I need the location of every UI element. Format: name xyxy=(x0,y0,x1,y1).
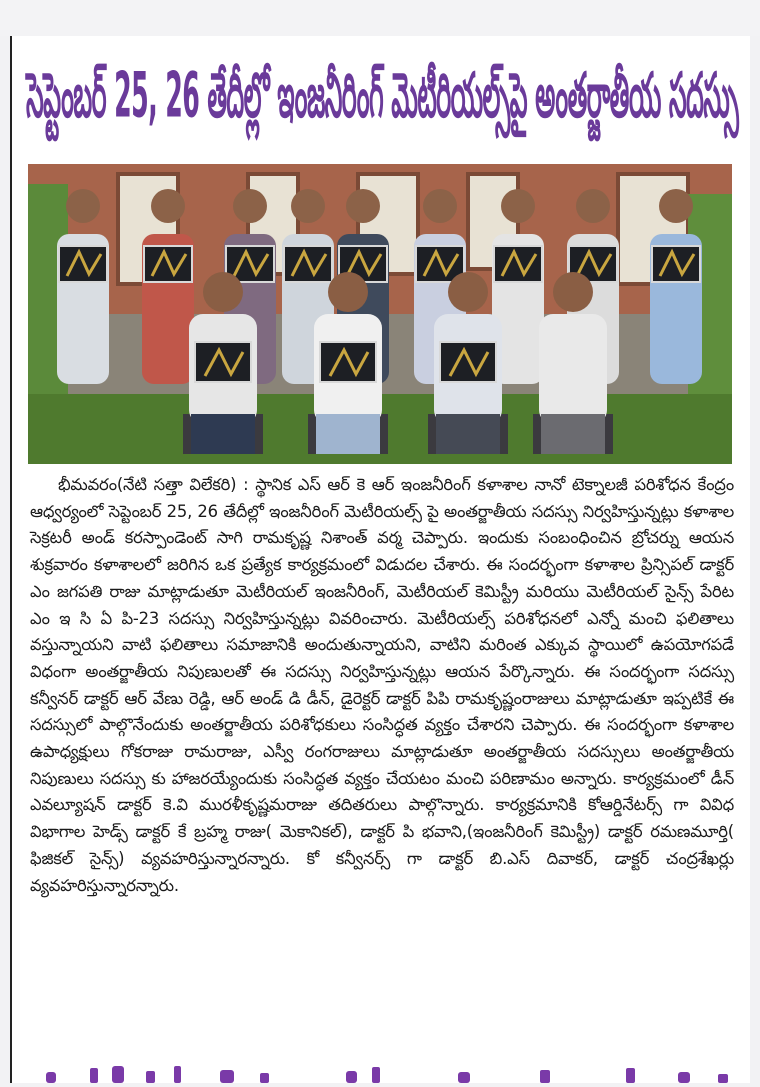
article-body: భీమవరం(నేటి సత్తా విలేకరి) : స్థానిక ఎస్ ఆర్ కె ఆర్ ఇంజనీరింగ్ కళాశాల నానో టెక్నాలజీ పరిశోధన కేంద్రం ఆధ్వర్యంలో సెప్టెంబర్ 25, 26 తేదీల్లో ఇంజనీరింగ్ మెటీరియల్స్ పై అంతర్జాతీయ సదస్సు నిర్వహిస్తున్నట్లు కళాశాల సెక్రటరీ అండ్ కరస్పాండెంట్ సాగి రామకృష్ణ నిశాంత్ వర్మ చెప్పారు. ఇందుకు సంబంధించిన బ్రోచర్ను ఆయన శుక్రవారం కళాశాలలో జరిగిన ఒక ప్రత్యేక కార్యక్రమంలో విడుదల చేశారు. ఈ సందర్భంగా కళాశాల ప్రిన్సిపల్ డాక్టర్ ఎం జగపతి రాజు మాట్లాడుతూ మెటీరియల్ ఇంజనీరింగ్, మెటీరియల్ కెమిస్ట్రీ మరియు మెటీరియల్ సైన్స్ పేరిట ఎం ఇ సి ఏ పి-23 సదస్సు నిర్వహిస్తున్నట్లు వివరించారు. మెటీరియల్స్ పరిశోధనలో ఎన్నో మంచి ఫలితాలు వస్తున్నాయని వాటి ఫలితాలు సమాజానికి అందుతున్నాయని, వాటిని మరింత ఎక్కువ స్థాయిలో ఉపయోగపడే విధంగా అంతర్జాతీయ నిపుణులతో ఈ సదస్సు నిర్వహిస్తున్నట్లు ఆయన పేర్కొన్నారు. ఈ సందర్భంగా సదస్సు కన్వీనర్ డాక్టర్ ఆర్ వేణు రెడ్డి, ఆర్ అండ్ డి డీన్, డైరెక్టర్ డాక్టర్ పిపి రామకృష్ణంరాజులు మాట్లాడుతూ ఇప్పటికే ఈ సదస్సులో పాల్గొనేందుకు అంతర్జాతీయ పరిశోధకులు సంసిద్ధత వ్యక్తం చేశారని చెప్పారు. ఈ సందర్భంగా కళాశాల ఉపాధ్యక్షులు గోకరాజు రామరాజు, ఎస్వీ రంగరాజులు మాట్లాడుతూ అంతర్జాతీయ సదస్సులు అంతర్జాతీయ నిపుణులు సదస్సు కు హాజరయ్యేందుకు సంసిద్ధత వ్యక్తం చేయటం మంచి పరిణామం అన్నారు. కార్యక్రమంలో డీన్ ఎవల్యూషన్ డాక్టర్ కె.వి మురళీకృష్ణమరాజు తదితరులు పాల్గొన్నారు. కార్యక్రమానికి కోఆర్డినేటర్స్ గా వివిధ విభాగాల హెడ్స్ డాక్టర్ కే బ్రహ్మ రాజు( మెకానికల్), డాక్టర్ పి భవాని,(ఇంజనీరింగ్ కెమిస్ట్రీ) డాక్టర్ రమణమూర్తి( ఫిజికల్ సైన్స్) వ్యవహరిస్తున్నారన్నారు. కో కన్వీనర్స్ గా డాక్టర్ బి.ఎస్ దివాకర్, డాక్టర్ చంద్రశేఖర్లు వ్యవహరిస్తున్నారన్నారు. xyxy=(30,475,734,895)
standing-person-8-head xyxy=(576,189,610,223)
news-photo xyxy=(28,164,732,464)
standing-person-1-head xyxy=(66,189,100,223)
standing-person-3-head xyxy=(233,189,267,223)
seated-person-2-head xyxy=(328,272,368,312)
newspaper-clipping xyxy=(10,36,750,1083)
seated-person-2-trousers xyxy=(316,414,380,454)
seated-person-1-head xyxy=(203,272,243,312)
seated-person-2-brochure xyxy=(320,342,376,382)
standing-person-2-head xyxy=(151,189,185,223)
headline: సెప్టెంబర్ 25, 26 తేదీల్లో ఇంజనీరింగ్ మెటీరియల్స్‌పై అంతర్జాతీయ సదస్సు xyxy=(26,60,739,132)
seated-person-4-head xyxy=(553,272,593,312)
seated-person-1-brochure xyxy=(195,342,251,382)
standing-person-4-head xyxy=(291,189,325,223)
standing-person-6-head xyxy=(423,189,457,223)
seated-person-3-head xyxy=(448,272,488,312)
standing-person-5-head xyxy=(346,189,380,223)
next-headline-cutoff xyxy=(28,1066,738,1083)
seated-person-4-trousers xyxy=(541,414,605,454)
seated-person-3-brochure xyxy=(440,342,496,382)
group-photo-brochure-release xyxy=(28,164,732,464)
seated-person-4-body xyxy=(539,314,607,424)
seated-person-3-trousers xyxy=(436,414,500,454)
standing-person-7-head xyxy=(501,189,535,223)
seated-person-1-trousers xyxy=(191,414,255,454)
top-strip xyxy=(0,0,760,36)
standing-person-9-head xyxy=(659,189,693,223)
